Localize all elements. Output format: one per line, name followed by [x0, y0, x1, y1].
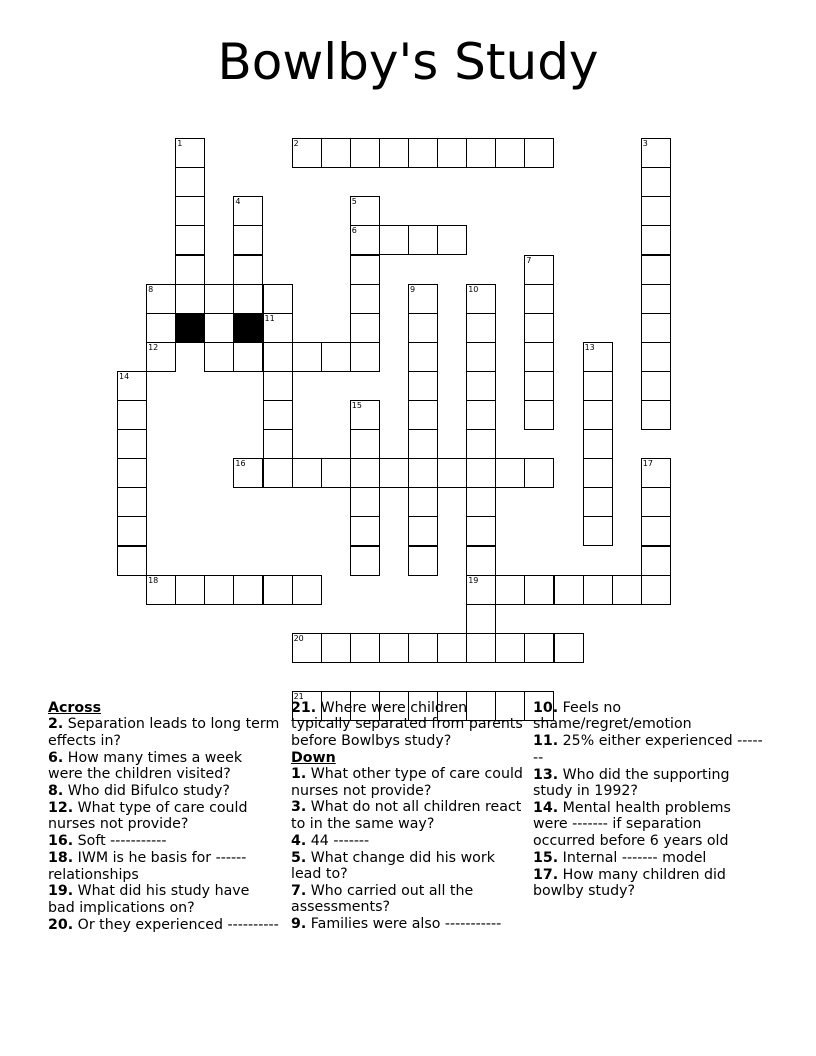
grid-cell[interactable]	[495, 633, 525, 663]
clue-text: What do not all children react to in the same way?	[291, 799, 522, 832]
grid-cell[interactable]	[408, 429, 438, 459]
clue-number-label: 8.	[48, 783, 64, 800]
grid-cell[interactable]	[350, 255, 380, 285]
grid-cell[interactable]	[379, 138, 409, 168]
grid-cell[interactable]	[466, 313, 496, 343]
clue-number-label: 7.	[291, 882, 307, 899]
grid-cell[interactable]	[583, 429, 613, 459]
across-clue	[48, 800, 280, 833]
clue-number-label: 2.	[48, 716, 64, 733]
grid-cell[interactable]	[524, 400, 554, 430]
puzzle-title: Bowlby's Study	[217, 33, 599, 91]
clue-number: 11	[264, 313, 275, 323]
clue-text: Separation leads to long term effects in?	[48, 716, 280, 749]
black-square	[175, 313, 205, 343]
grid-cell[interactable]	[466, 138, 496, 168]
grid-cell[interactable]	[466, 458, 496, 488]
across-clue	[48, 716, 280, 749]
grid-cell[interactable]	[408, 225, 438, 255]
grid-cell[interactable]	[408, 546, 438, 576]
grid-cell[interactable]	[641, 400, 671, 430]
clue-number: 16	[235, 459, 246, 469]
grid-cell[interactable]	[495, 138, 525, 168]
grid-cell[interactable]	[641, 342, 671, 372]
grid-cell[interactable]	[146, 342, 176, 372]
grid-cell[interactable]	[379, 458, 409, 488]
down-heading: Down	[291, 749, 336, 766]
clue-number: 7	[526, 255, 532, 265]
grid-cell[interactable]	[408, 487, 438, 517]
grid-cell[interactable]	[321, 633, 351, 663]
clue-number: 18	[148, 575, 159, 585]
grid-cell[interactable]	[263, 342, 293, 372]
clue-text: Who did Bifulco study?	[63, 783, 230, 800]
grid-cell[interactable]	[350, 313, 380, 343]
grid-cell[interactable]	[204, 342, 234, 372]
grid-cell[interactable]	[583, 371, 613, 401]
grid-cell[interactable]	[350, 546, 380, 576]
clue-number-label: 15.	[533, 849, 559, 866]
grid-cell[interactable]	[233, 575, 263, 605]
clue-text: 25% either experienced -------	[533, 733, 763, 766]
clue-number-label: 11.	[533, 733, 559, 750]
clue-number: 1	[177, 139, 183, 149]
across-clue	[48, 850, 280, 883]
grid-cell[interactable]	[117, 371, 147, 401]
across-clue	[48, 883, 280, 916]
grid-cell[interactable]	[437, 458, 467, 488]
clue-text: Mental health problems were ------- if separation occurred before 6 years old	[533, 799, 731, 849]
grid-cell[interactable]	[408, 400, 438, 430]
grid-cell[interactable]	[175, 284, 205, 314]
grid-cell[interactable]	[263, 400, 293, 430]
grid-cell[interactable]	[292, 138, 322, 168]
grid-cell[interactable]	[146, 575, 176, 605]
across-clue	[48, 783, 280, 799]
clue-number: 3	[642, 139, 648, 149]
clue-column-2	[291, 700, 523, 933]
grid-cell[interactable]	[641, 255, 671, 285]
grid-cell[interactable]	[466, 546, 496, 576]
grid-cell[interactable]	[263, 284, 293, 314]
grid-cell[interactable]	[204, 575, 234, 605]
down-clue	[291, 850, 523, 883]
clue-number: 20	[293, 633, 304, 643]
grid-cell[interactable]	[292, 342, 322, 372]
grid-cell[interactable]	[466, 604, 496, 634]
grid-cell[interactable]	[117, 516, 147, 546]
grid-cell[interactable]	[583, 400, 613, 430]
grid-cell[interactable]	[204, 284, 234, 314]
clue-number: 17	[642, 459, 653, 469]
clue-text: How many children did bowlby study?	[533, 866, 726, 899]
grid-cell[interactable]	[524, 255, 554, 285]
clue-text: Who carried out all the assessments?	[291, 882, 474, 916]
clue-text: What other type of care could nurses not provide?	[291, 766, 523, 799]
grid-cell[interactable]	[524, 342, 554, 372]
grid-cell[interactable]	[263, 371, 293, 401]
clue-number-label: 9.	[291, 916, 307, 933]
clue-number: 2	[293, 139, 299, 149]
clue-number-label: 5.	[291, 849, 307, 866]
across-clue	[48, 750, 280, 783]
grid-cell[interactable]	[204, 313, 234, 343]
grid-cell[interactable]	[495, 575, 525, 605]
grid-cell[interactable]	[466, 575, 496, 605]
grid-cell[interactable]	[175, 575, 205, 605]
clue-number: 19	[468, 575, 479, 585]
grid-cell[interactable]	[146, 313, 176, 343]
grid-cell[interactable]	[117, 429, 147, 459]
clue-number-label: 16.	[48, 833, 74, 850]
grid-cell[interactable]	[350, 196, 380, 226]
grid-cell[interactable]	[583, 342, 613, 372]
grid-cell[interactable]	[641, 284, 671, 314]
grid-cell[interactable]	[466, 284, 496, 314]
clue-text: Internal ------- model	[558, 849, 707, 866]
grid-cell[interactable]	[350, 138, 380, 168]
down-clue	[533, 800, 765, 849]
clue-text: Feels no shame/regret/emotion	[533, 700, 692, 733]
grid-cell[interactable]	[117, 400, 147, 430]
grid-cell[interactable]	[524, 371, 554, 401]
grid-cell[interactable]	[321, 138, 351, 168]
grid-cell[interactable]	[292, 458, 322, 488]
clue-number-label: 18.	[48, 850, 74, 867]
clue-number-label: 12.	[48, 799, 74, 816]
grid-cell[interactable]	[233, 225, 263, 255]
grid-cell[interactable]	[350, 458, 380, 488]
clue-number: 9	[410, 284, 416, 294]
clue-text: What type of care could nurses not provide?	[48, 799, 248, 833]
grid-cell[interactable]	[641, 313, 671, 343]
grid-cell[interactable]	[117, 487, 147, 517]
clue-column-1	[48, 700, 280, 934]
clue-number: 13	[584, 342, 595, 352]
grid-cell[interactable]	[466, 429, 496, 459]
clue-text: How many times a week were the children visited?	[48, 749, 243, 783]
clue-text: Where were children typically separated from parents before Bowlbys study?	[291, 700, 523, 749]
clue-number-label: 17.	[533, 866, 559, 883]
clue-text: Soft -----------	[73, 833, 167, 850]
grid-cell[interactable]	[175, 196, 205, 226]
grid-cell[interactable]	[350, 400, 380, 430]
grid-cell[interactable]	[350, 284, 380, 314]
grid-cell[interactable]	[350, 429, 380, 459]
grid-cell[interactable]	[641, 458, 671, 488]
clue-number: 21	[293, 692, 304, 701]
clue-column-3	[533, 700, 765, 900]
down-clue	[291, 883, 523, 916]
grid-cell[interactable]	[350, 487, 380, 517]
grid-cell[interactable]	[641, 487, 671, 517]
grid-cell[interactable]	[408, 284, 438, 314]
grid-cell[interactable]	[408, 342, 438, 372]
grid-cell[interactable]	[233, 196, 263, 226]
black-square	[233, 313, 263, 343]
grid-cell[interactable]	[408, 371, 438, 401]
grid-cell[interactable]	[321, 458, 351, 488]
clue-text: Families were also -----------	[306, 916, 502, 933]
grid-cell[interactable]	[554, 575, 584, 605]
grid-cell[interactable]	[292, 633, 322, 663]
clue-number-label: 1.	[291, 766, 307, 783]
down-clue	[533, 867, 765, 900]
grid-cell[interactable]	[641, 167, 671, 197]
clue-number: 8	[148, 284, 154, 294]
down-clue	[291, 766, 523, 799]
down-clue	[291, 916, 523, 932]
grid-cell[interactable]	[117, 458, 147, 488]
grid-cell[interactable]	[641, 546, 671, 576]
clue-number: 4	[235, 197, 241, 207]
grid-cell[interactable]	[175, 255, 205, 285]
grid-cell[interactable]	[524, 458, 554, 488]
grid-cell[interactable]	[408, 138, 438, 168]
down-clue	[533, 767, 765, 800]
clue-number-label: 21.	[291, 700, 317, 716]
grid-cell[interactable]	[263, 429, 293, 459]
grid-cell[interactable]	[524, 138, 554, 168]
grid-cell[interactable]	[408, 313, 438, 343]
grid-cell[interactable]	[583, 487, 613, 517]
grid-cell[interactable]	[350, 225, 380, 255]
grid-cell[interactable]	[466, 487, 496, 517]
grid-cell[interactable]	[641, 225, 671, 255]
grid-cell[interactable]	[379, 225, 409, 255]
clue-text: What change did his work lead to?	[291, 849, 495, 883]
across-heading: Across	[48, 700, 102, 716]
grid-cell[interactable]	[495, 458, 525, 488]
down-clue	[533, 733, 765, 766]
grid-cell[interactable]	[641, 516, 671, 546]
clue-text: IWM is he basis for ------ relationships	[48, 850, 247, 883]
across-clue	[291, 700, 523, 749]
clue-text: 44 -------	[306, 832, 370, 849]
clue-number: 6	[351, 226, 357, 236]
clue-text: What did his study have bad implications on?	[48, 883, 250, 916]
grid-cell[interactable]	[321, 342, 351, 372]
grid-cell[interactable]	[524, 313, 554, 343]
grid-cell[interactable]	[233, 458, 263, 488]
grid-cell[interactable]	[466, 371, 496, 401]
grid-cell[interactable]	[350, 633, 380, 663]
grid-cell[interactable]	[175, 167, 205, 197]
clue-number: 12	[148, 342, 159, 352]
clue-number-label: 19.	[48, 883, 74, 900]
across-clue	[48, 833, 280, 849]
across-clue	[48, 917, 280, 933]
grid-cell[interactable]	[641, 196, 671, 226]
grid-cell[interactable]	[350, 516, 380, 546]
down-clue	[291, 799, 523, 832]
grid-cell[interactable]	[350, 342, 380, 372]
grid-cell[interactable]	[379, 633, 409, 663]
grid-cell[interactable]	[292, 575, 322, 605]
grid-cell[interactable]	[524, 575, 554, 605]
clue-number-label: 14.	[533, 799, 559, 816]
grid-cell[interactable]	[146, 284, 176, 314]
grid-cell[interactable]	[554, 633, 584, 663]
grid-cell[interactable]	[263, 575, 293, 605]
down-clue	[533, 850, 765, 866]
clue-number-label: 6.	[48, 749, 64, 766]
grid-cell[interactable]	[524, 284, 554, 314]
clue-number: 15	[351, 401, 362, 410]
grid-cell[interactable]	[175, 225, 205, 255]
grid-cell[interactable]	[437, 225, 467, 255]
grid-cell[interactable]	[583, 516, 613, 546]
grid-cell[interactable]	[466, 342, 496, 372]
grid-cell[interactable]	[233, 342, 263, 372]
grid-cell[interactable]	[524, 633, 554, 663]
grid-cell[interactable]	[466, 633, 496, 663]
grid-cell[interactable]	[408, 458, 438, 488]
grid-cell[interactable]	[437, 633, 467, 663]
grid-cell[interactable]	[117, 546, 147, 576]
grid-cell[interactable]	[408, 516, 438, 546]
grid-cell[interactable]	[263, 313, 293, 343]
down-clue	[291, 833, 523, 849]
clue-number-label: 13.	[533, 766, 559, 783]
down-clue	[533, 700, 765, 733]
grid-cell[interactable]	[466, 516, 496, 546]
clue-number-label: 3.	[291, 799, 307, 816]
clue-text: Or they experienced ----------	[73, 916, 279, 933]
clue-number-label: 20.	[48, 916, 74, 933]
grid-cell[interactable]	[437, 138, 467, 168]
clue-number: 14	[119, 371, 130, 381]
grid-cell[interactable]	[583, 458, 613, 488]
grid-cell[interactable]	[175, 138, 205, 168]
grid-cell[interactable]	[233, 255, 263, 285]
clue-number: 10	[468, 284, 479, 294]
grid-cell[interactable]	[408, 633, 438, 663]
grid-cell[interactable]	[263, 458, 293, 488]
clue-number-label: 10.	[533, 700, 559, 716]
grid-cell[interactable]	[583, 575, 613, 605]
clue-number: 5	[351, 197, 357, 207]
grid-cell[interactable]	[233, 284, 263, 314]
clue-number-label: 4.	[291, 832, 307, 849]
clue-text: Who did the supporting study in 1992?	[533, 766, 730, 800]
grid-cell[interactable]	[641, 371, 671, 401]
grid-cell[interactable]	[612, 575, 642, 605]
grid-cell[interactable]	[641, 138, 671, 168]
grid-cell[interactable]	[641, 575, 671, 605]
grid-cell[interactable]	[466, 400, 496, 430]
